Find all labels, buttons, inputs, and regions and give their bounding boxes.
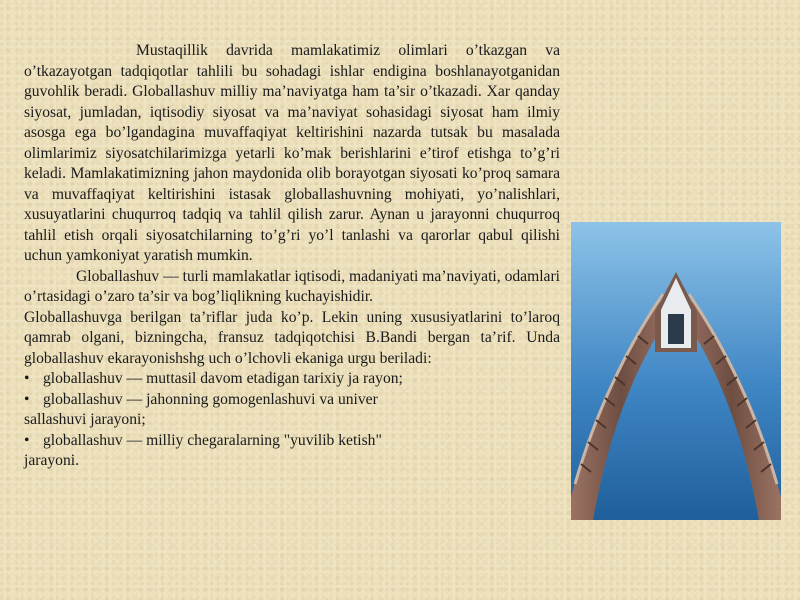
bullet-text: globallashuv — muttasil davom etadigan tarixiy ja rayon; xyxy=(43,370,403,387)
bullet-list xyxy=(24,369,560,472)
bullet-symbol: • xyxy=(24,431,30,449)
bullet-item-1 xyxy=(24,369,429,390)
bullet-item-2 xyxy=(24,390,429,431)
definition-paragraph: Globallashuv — turli mamlakatlar iqtisodi, madaniyati ma’naviyati, odamlari o’rtasidagi o’zaro ta’sir va bog’liqlikning kuchayishidir. xyxy=(24,267,560,305)
bullet-symbol: • xyxy=(24,370,30,387)
slide-body-text xyxy=(24,41,560,472)
bullet-item-3 xyxy=(24,431,429,472)
bridge-arch-photo xyxy=(571,222,781,520)
intro-paragraph: Mustaqillik davrida mamlakatimiz olimlari o’tkazgan va o’tkazayotgan tadqiqotlar tahlili bu sohadagi ishlar endigina boshlanayotganidan guvohlik beradi. Globallashuv milliy ma’naviyatga ham ta’sir o’tkazadi. Xar qanday siyosat, jumladan, iqtisodiy siyosat va ma’naviyat sohasidagi siyosat ham ilmiy asosga ega bo’lgandagina muvaffaqiyat keltirishini nazarda tutsak bu masalada olimlarimiz siyosatchilarimizga yetarli ko’mak berishlarini e’tirof etishga to’g’ri keladi. Mamlakatimizning jahon maydonida olib borayotgan siyosati ko’proq samara va muvaffaqiyat keltirishini istasak globallashuvning mohiyati, yo’nalishlari, xusuyatlarini chuqurroq tadqiq va tahlil qilish zarur. Aynan u jarayonni chuqurroq tahlil etish orqali siyosatchilarning to’g’ri yo’l tanlashi va qarorlar qabul qilishi uchun yamkoniyat yaratish mumkin. xyxy=(24,42,560,264)
tower-doorway xyxy=(668,314,684,344)
bullet-text: globallashuv — jahonning gomogenlashuvi va univer sallashuvi jarayoni; xyxy=(24,390,378,428)
bullet-symbol: • xyxy=(24,390,30,408)
bridge-illustration xyxy=(571,222,781,520)
bandi-paragraph: Globallashuvga berilgan ta’riflar juda ko’p. Lekin uning xususiyatlarini to’laroq qamrab olgani, bizningcha, fransuz tadqiqotchisi B.Bandi bergan ta’rif. Unda globallashuv ekarayonishshg uch o’lchovli ekaniga urgu beriladi: xyxy=(24,308,560,367)
bullet-text: globallashuv — milliy chegaralarning "yuvilib ketish" jarayoni. xyxy=(24,431,382,469)
sky-background xyxy=(571,222,781,520)
